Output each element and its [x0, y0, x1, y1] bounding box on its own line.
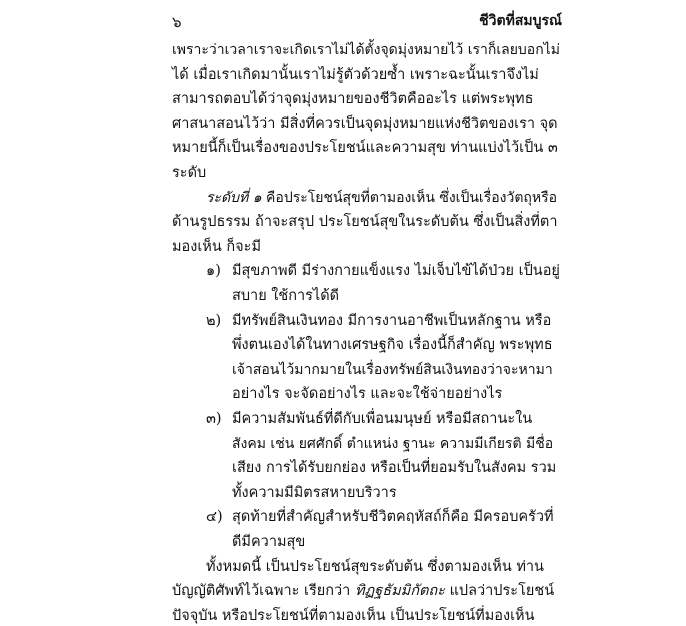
list-item-3-line-3: เสียง การได้รับยกย่อง หรือเป็นที่ยอมรับในสังคม รวม [232, 460, 557, 477]
list-item-2-line-1: มีทรัพย์สินเงินทอง มีการงานอาชีพเป็นหลักฐาน หรือ [232, 312, 552, 329]
intro-line-6: ระดับ [172, 165, 207, 181]
list-marker-1: ๑) [206, 263, 221, 280]
level-one-lead: ระดับที่ ๑ [206, 189, 262, 206]
page-number: ๖ [172, 13, 182, 31]
closing-line-3: ปัจจุบัน หรือประโยชน์ที่ตามองเห็น เป็นประโยชน์ที่มองเห็น [172, 607, 535, 624]
page-header [172, 10, 562, 34]
list-marker-2: ๒) [206, 312, 222, 329]
list-item-2-line-3: เจ้าสอนไว้มากมายในเรื่องทรัพย์สินเงินทองว่าจะหามา [232, 361, 553, 378]
level-one-line-2: ด้านรูปธรรม ถ้าจะสรุป ประโยชน์สุขในระดับต้น ซึ่งเป็นสิ่งที่ตา [172, 214, 558, 231]
intro-line-3: สามารถตอบได้ว่าจุดมุ่งหมายของชีวิตคืออะไร แต่พระพุทธ [172, 91, 534, 108]
list-marker-4: ๔) [206, 509, 223, 526]
list-marker-3: ๓) [206, 411, 222, 427]
intro-line-1: เพราะว่าเวลาเราจะเกิดเราไม่ได้ตั้งจุดมุ่งหมายไว้ เราก็เลยบอกไม่ [172, 42, 560, 58]
closing-line-1: ทั้งหมดนี้ เป็นประโยชน์สุขระดับต้น ซึ่งตามองเห็น ท่าน [206, 558, 544, 575]
closing-line-2 [172, 581, 554, 601]
running-title: ชีวิตที่สมบูรณ์ [479, 13, 562, 29]
closing-line-2-before: บัญญัติศัพท์ไว้เฉพาะ เรียกว่า [172, 583, 355, 600]
level-one-line-3: มองเห็น ก็จะมี [172, 238, 262, 255]
list-item-4-line-1: สุดท้ายที่สำคัญสำหรับชีวิตคฤหัสถ์ก็คือ มีครอบครัวที่ [232, 509, 554, 526]
list-item-3-line-1: มีความสัมพันธ์ที่ดีกับเพื่อนมนุษย์ หรือมีสถานะใน [232, 411, 533, 427]
level-one-first-line-rest: คือประโยชน์สุขที่ตามองเห็น ซึ่งเป็นเรื่องวัตถุหรือ [261, 189, 558, 206]
intro-line-4: ศาสนาสอนไว้ว่า มีสิ่งที่ควรเป็นจุดมุ่งหมายแห่งชีวิตของเรา จุด [172, 115, 558, 132]
list-item-3-line-2: สังคม เช่น ยศศักดิ์ ตำแหน่ง ฐานะ ความมีเกียรติ มีชื่อ [232, 435, 554, 452]
list-item-1-line-2: สบาย ใช้การได้ดี [232, 288, 340, 304]
pali-term: ทิฏฐธัมมิกัตถะ [354, 583, 445, 600]
list-item-1-line-1: มีสุขภาพดี มีร่างกายแข็งแรง ไม่เจ็บไข้ได้ป่วย เป็นอยู่ [232, 263, 560, 280]
closing-line-2-after: แปลว่าประโยชน์ [444, 583, 555, 600]
intro-line-2: ได้ เมื่อเราเกิดมานั้นเราไม่รู้ตัวด้วยซ้ำ เพราะฉะนั้นเราจึงไม่ [172, 66, 539, 83]
list-item-2-line-4: อย่างไร จะจัดอย่างไร และจะใช้จ่ายอย่างไร [232, 386, 503, 403]
list-item-2-line-2: พึ่งตนเองได้ในทางเศรษฐกิจ เรื่องนี้ก็สำคัญ พระพุทธ [232, 337, 553, 354]
level-one-line-1 [206, 188, 557, 208]
intro-line-5: หมายนี้ก็เป็นเรื่องของประโยชน์และความสุข ท่านแบ่งไว้เป็น ๓ [172, 140, 558, 157]
list-item-3-line-4: ทั้งความมีมิตรสหายบริวาร [232, 484, 397, 501]
list-item-4-line-2: ดีมีความสุข [232, 534, 306, 550]
